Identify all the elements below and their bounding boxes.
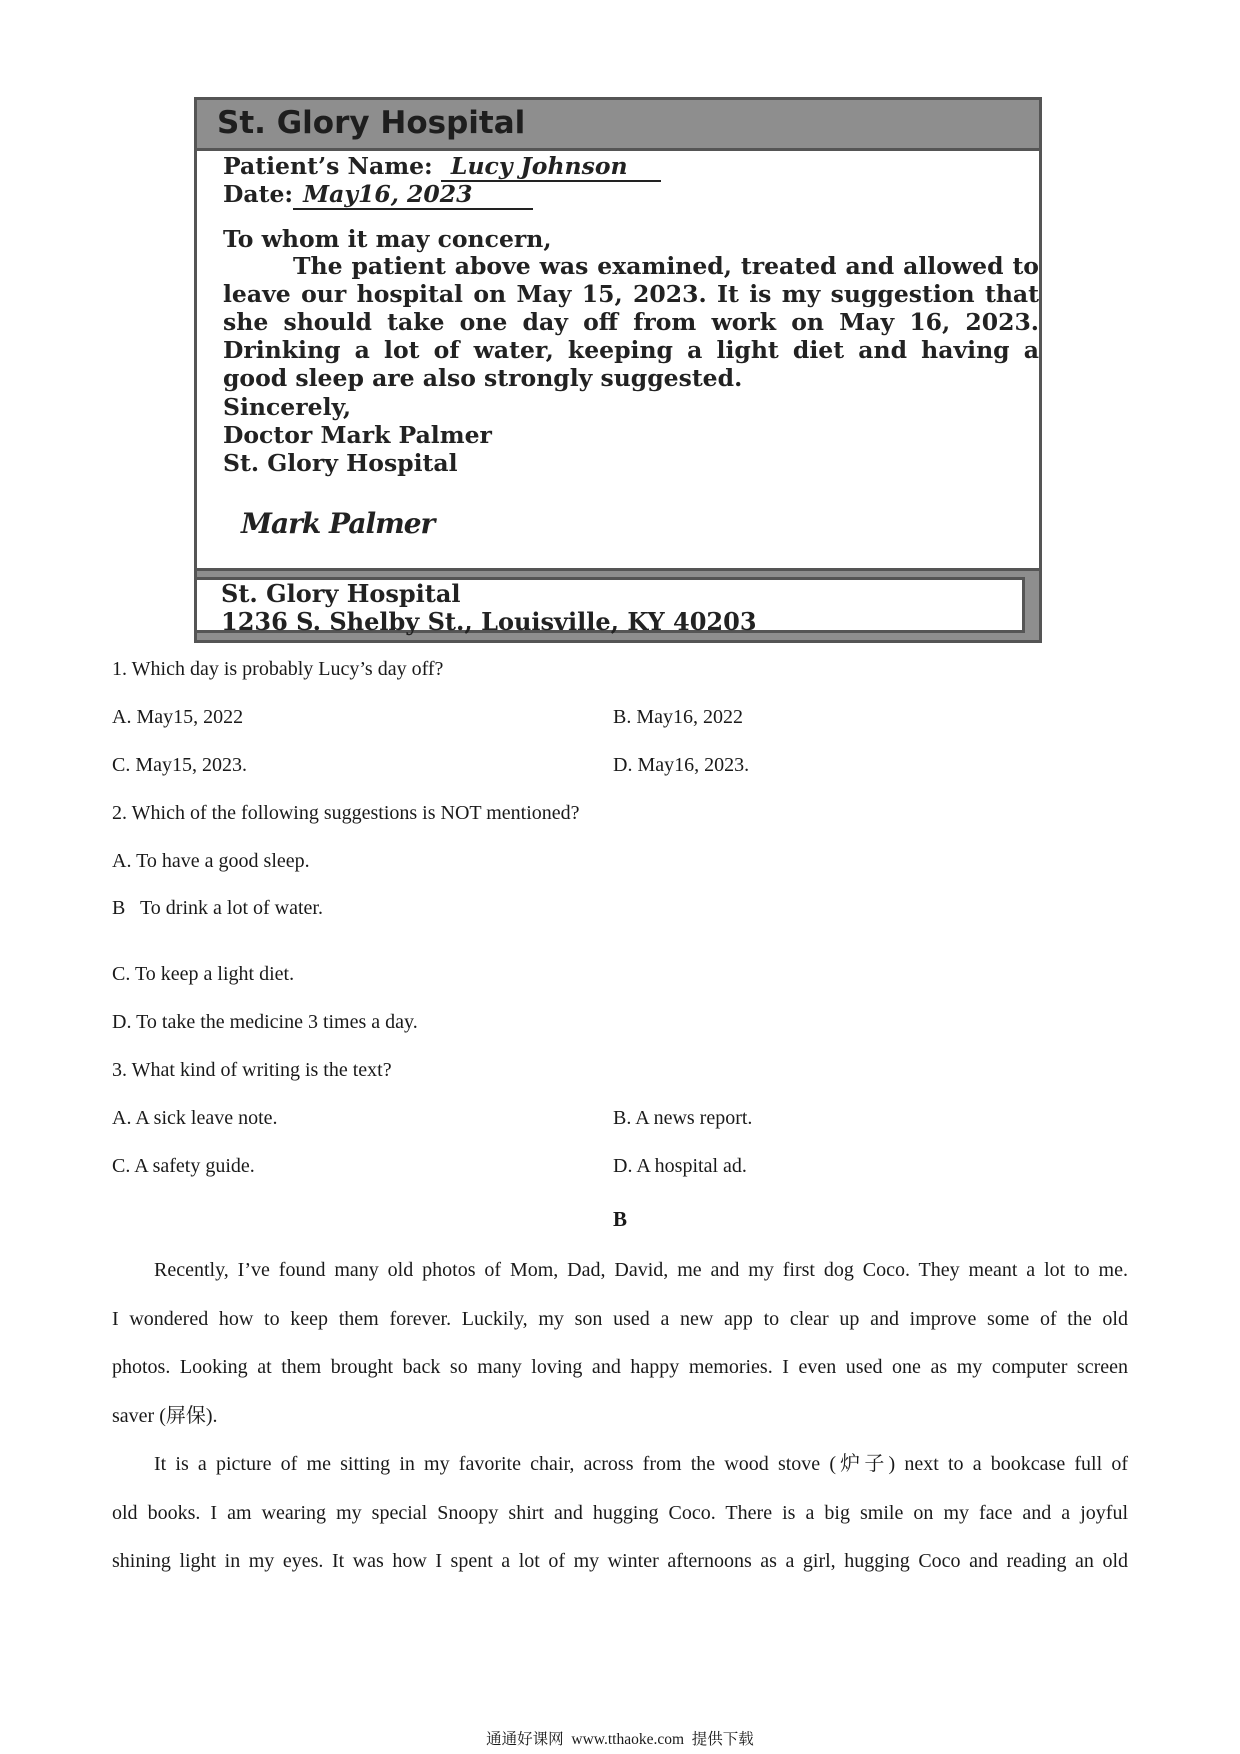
question-2-option-a: A. To have a good sleep. <box>112 850 310 872</box>
question-3-option-a: A. A sick leave note. <box>112 1107 278 1129</box>
question-3: 3. What kind of writing is the text? <box>112 1059 392 1081</box>
question-2-option-b: B To drink a lot of water. <box>112 897 323 919</box>
note-doctor: Doctor Mark Palmer <box>223 421 492 449</box>
patient-name: Lucy Johnson <box>441 155 661 182</box>
paragraph-line: saver (屏保). <box>112 1405 218 1427</box>
question-3-option-c: C. A safety guide. <box>112 1155 255 1177</box>
question-1-option-a: A. May15, 2022 <box>112 706 244 728</box>
question-2: 2. Which of the following suggestions is NOT mentioned? <box>112 802 580 824</box>
question-1-option-d: D. May16, 2023. <box>613 754 750 776</box>
date-label: Date: <box>223 180 294 208</box>
question-3-option-d: D. A hospital ad. <box>613 1155 747 1177</box>
note-footer-box <box>197 577 1025 636</box>
paragraph-line: Recently, I’ve found many old photos of Mom, Dad, David, me and my first dog Coco. They meant a lot to me. <box>154 1259 1128 1281</box>
paragraph-line: photos. Looking at them brought back so many loving and happy memories. I even used one as my computer screen <box>112 1356 1128 1378</box>
paragraph-line: I wondered how to keep them forever. Luckily, my son used a new app to clear up and improve some of the old <box>112 1308 1128 1330</box>
note-footer-bar <box>197 568 1039 640</box>
note-closing: Sincerely, <box>223 393 352 421</box>
note-header-bar <box>197 100 1039 151</box>
footer-address: 1236 S. Shelby St., Louisville, KY 40203 <box>221 607 757 636</box>
paragraph-line: old books. I am wearing my special Snoopy shirt and hugging Coco. There is a big smile on my face and a joyful <box>112 1502 1128 1524</box>
question-1-option-c: C. May15, 2023. <box>112 754 247 776</box>
date-line <box>223 180 533 210</box>
doctor-signature: Mark Palmer <box>241 507 435 540</box>
patient-label: Patient’s Name: <box>223 152 433 180</box>
page-footer: 通通好课网 www.tthaoke.com 提供下载 <box>486 1731 754 1748</box>
paragraph-line: It is a picture of me sitting in my favorite chair, across from the wood stove (炉子) next to a bookcase full of <box>154 1453 1128 1475</box>
question-3-option-b: B. A news report. <box>613 1107 753 1129</box>
note-hospital-header: St. Glory Hospital <box>217 105 526 141</box>
paragraph-line: shining light in my eyes. It was how I spent a lot of my winter afternoons as a girl, hugging Coco and reading an old <box>112 1550 1128 1572</box>
patient-name-line <box>223 152 661 182</box>
date-value: May16, 2023 <box>293 183 533 210</box>
hospital-note-image <box>194 97 1042 643</box>
note-body-text: The patient above was examined, treated and allowed to leave our hospital on May 15, 2023. It is my suggestion that she should take one day off from work on May 16, 2023. Drinking a lot of water, keeping a light diet and having a good sleep are also strongly suggested. <box>223 252 1039 392</box>
note-salutation: To whom it may concern, <box>223 225 552 253</box>
note-hospital-line: St. Glory Hospital <box>223 449 458 477</box>
question-2-option-c: C. To keep a light diet. <box>112 963 295 985</box>
note-body <box>223 252 1039 392</box>
question-1: 1. Which day is probably Lucy’s day off? <box>112 658 444 680</box>
question-1-option-b: B. May16, 2022 <box>613 706 743 728</box>
question-2-option-d: D. To take the medicine 3 times a day. <box>112 1011 418 1033</box>
section-b-heading: B <box>612 1207 627 1231</box>
footer-hospital-name: St. Glory Hospital <box>221 579 461 608</box>
